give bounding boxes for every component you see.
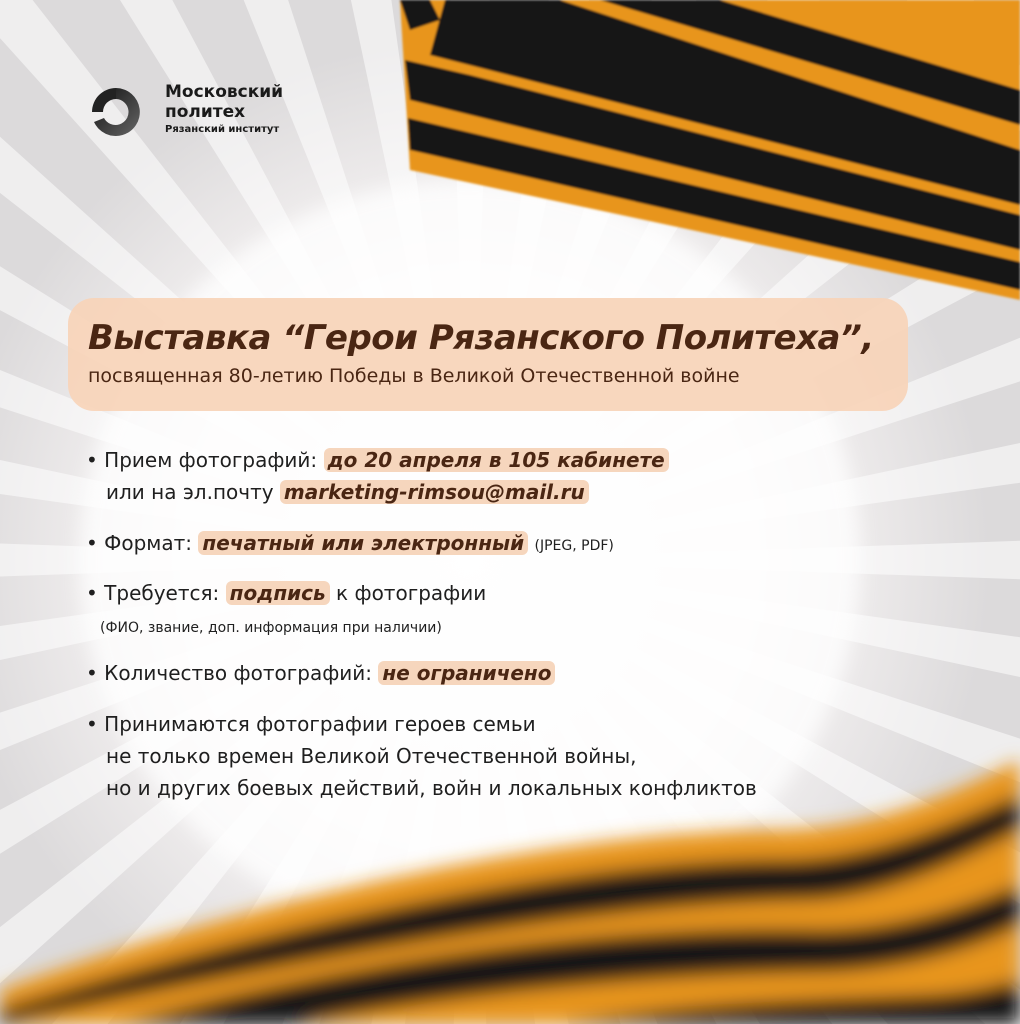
required-after: к фотографии	[336, 581, 487, 605]
required-label: • Требуется:	[86, 581, 220, 605]
required-value: подпись	[226, 581, 330, 605]
quantity-label: • Количество фотографий:	[86, 661, 373, 685]
accepted-line1: • Принимаются фотографии героев семьи	[86, 712, 536, 736]
submission-deadline: до 20 апреля в 105 кабинете	[324, 448, 669, 472]
submission-email-label: или на эл.почту	[106, 480, 274, 504]
logo-institute: Рязанский институт	[165, 124, 280, 135]
accepted-line2: не только времен Великой Отечественной войны,	[106, 744, 637, 768]
submission-email[interactable]: marketing-rimsou@mail.ru	[280, 480, 589, 504]
info-item-submission	[86, 444, 669, 508]
format-label: • Формат:	[86, 531, 193, 555]
logo-text	[165, 82, 283, 135]
title-box	[68, 298, 908, 411]
format-value: печатный или электронный	[198, 531, 528, 555]
logo-name-line1: Московский	[165, 82, 284, 102]
submission-label: • Прием фотографий:	[86, 448, 318, 472]
event-subtitle: посвященная 80-летию Победы в Великой Отечественной войне	[88, 365, 740, 387]
info-item-required	[86, 577, 486, 644]
info-item-quantity	[86, 657, 555, 689]
format-note: (JPEG, PDF)	[534, 538, 614, 554]
event-title: Выставка “Герои Рязанского Политеха”,	[88, 318, 874, 358]
logo-name-line2: политех	[165, 102, 246, 122]
logo-ring-icon	[86, 82, 146, 142]
quantity-value: не ограничено	[378, 661, 555, 685]
info-item-accepted	[86, 708, 757, 804]
logo	[86, 82, 306, 142]
accepted-line3: но и других боевых действий, войн и локальных конфликтов	[106, 776, 757, 800]
info-item-format	[86, 527, 614, 562]
required-note: (ФИО, звание, доп. информация при наличии)	[100, 620, 442, 636]
